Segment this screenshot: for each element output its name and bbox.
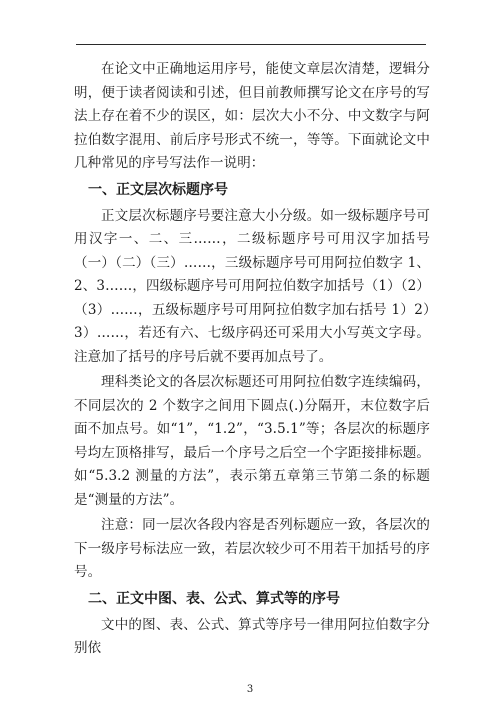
paragraph-science-numbering: 理科类论文的各层次标题还可用阿拉伯数字连续编码，不同层次的 2 个数字之间用下圆点(.)分隔开，末位数字后面不加点号。如“1”，“1.2”，“3.5.1”等；各层次的标题序号均左顶格排写，最后一个序号之后空一个字距接排标题。如“5.3.2 测量的方法”，表示第五章第三节第二条的标题是“测量的方法”。 (74, 374, 430, 508)
paragraph-note: 注意：同一层次各段内容是否列标题应一致，各层次的下一级序号标法应一致，若层次较少可不用若干加括号的序号。 (74, 517, 430, 580)
paragraph-figures-tables: 文中的图、表、公式、算式等序号一律用阿拉伯数字分别依 (74, 616, 430, 656)
intro-paragraph: 在论文中正确地运用序号，能使文章层次清楚，逻辑分明，便于读者阅读和引述，但目前教师撰写论文在序号的写法上存在着不少的误区，如：层次大小不分、中文数字与阿拉伯数字混用、前后序号形式不统一，等等。下面就论文中几种常见的序号写法作一说明： (74, 61, 430, 171)
document-body (74, 58, 430, 663)
section-heading-1: 一、正文层次标题序号 (88, 181, 228, 198)
header-rule (76, 44, 426, 45)
paragraph-heading-levels: 正文层次标题序号要注意大小分级。如一级标题序号可用汉字一、二、三……，二级标题序号可用汉字加括号（一）（二）（三）……，三级标题序号可用阿拉伯数字 1、2、3……，四级标题序号可用阿拉伯数字加括号（1）（2）（3）……，五级标题序号可用阿拉伯数字加右括号 1）2）3）……，若还有六、七级序码还可采用大小写英文字母。注意加了括号的序号后就不要再加点号了。 (74, 207, 430, 365)
section-heading-2: 二、正文中图、表、公式、算式等的序号 (88, 590, 340, 607)
page-number: 3 (246, 684, 254, 695)
